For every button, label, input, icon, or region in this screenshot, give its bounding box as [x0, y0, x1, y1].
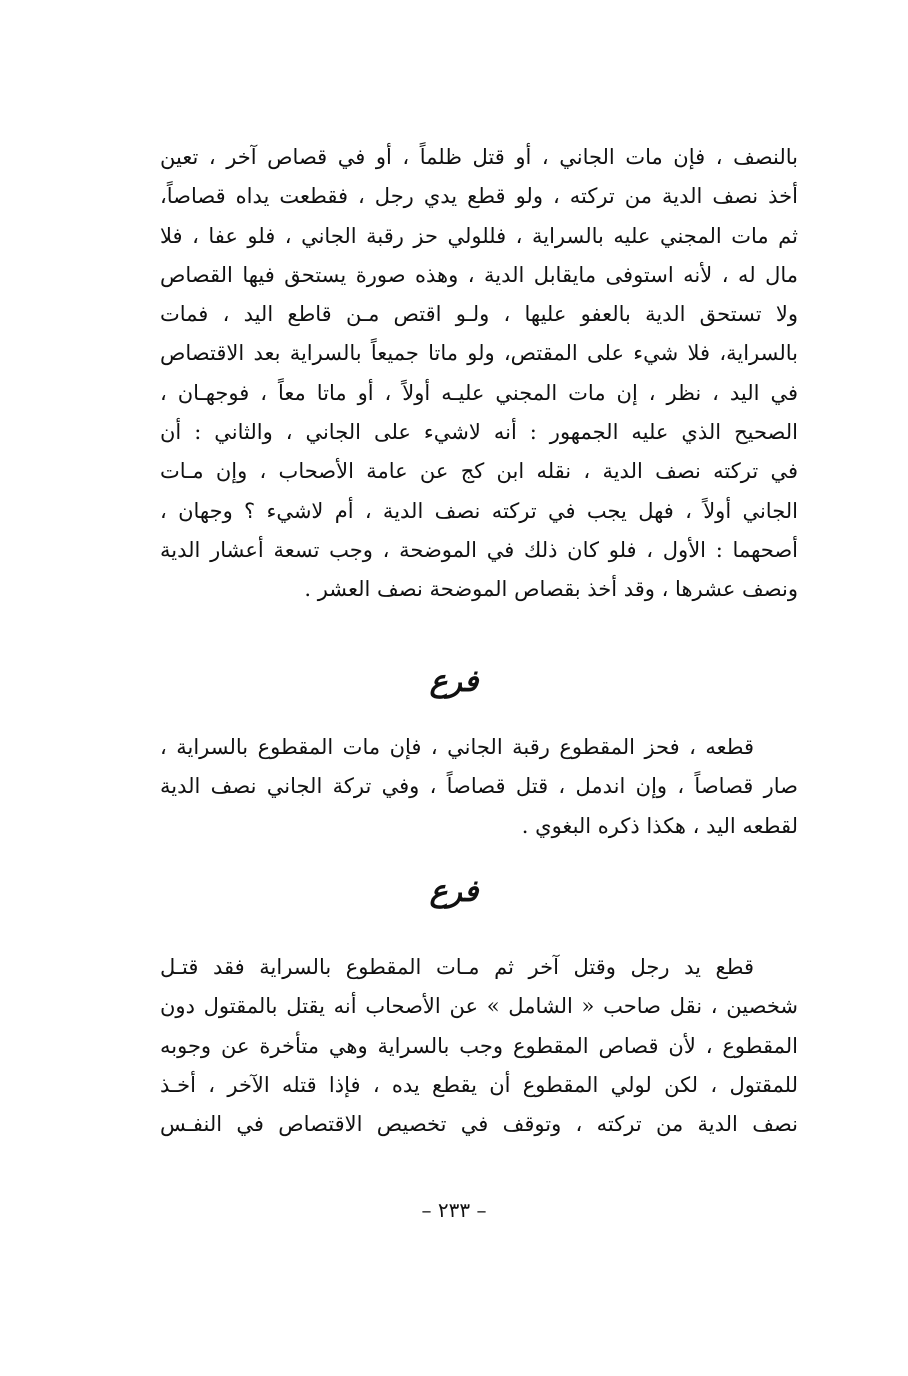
paragraph-2	[160, 728, 798, 846]
text-line: ثم مات المجني عليه بالسراية ، فللولي حز رقبة الجاني ، فلو عفا ، فلا	[160, 223, 798, 248]
text-line: قطعه ، فحز المقطوع رقبة الجاني ، فإن مات المقطوع بالسراية ،	[160, 735, 754, 759]
text-line: ولا تستحق الدية بالعفو عليها ، ولـو اقتص مـن قاطع اليد ، فمات	[160, 302, 798, 327]
text-line: نصف الدية من تركته ، وتوقف في تخصيص الاقتصاص في النفـس	[160, 1112, 798, 1137]
section-heading-far: فرع	[429, 664, 479, 699]
text-line: الصحيح الذي عليه الجمهور : أنه لاشيء على الجاني ، والثاني : أن	[160, 420, 798, 445]
paragraph-1	[160, 138, 798, 610]
text-line: قطع يد رجل وقتل آخر ثم مـات المقطوع بالسراية فقد قتـل	[160, 955, 754, 979]
page-number: – ٢٣٣ –	[421, 1198, 487, 1222]
text-line: صار قصاصاً ، وإن اندمل ، قتل قصاصاً ، وفي تركة الجاني نصف الدية	[160, 774, 798, 799]
paragraph-3	[160, 948, 798, 1144]
text-line: الجاني أولاً ، فهل يجب في تركته نصف الدية ، أم لاشيء ؟ وجهان ،	[160, 498, 798, 523]
text-line: شخصين ، نقل صاحب « الشامل » عن الأصحاب أنه يقتل بالمقتول دون	[160, 994, 798, 1019]
text-line: مال له ، لأنه استوفى مايقابل الدية ، وهذه صورة يستحق فيها القصاص	[160, 262, 798, 287]
text-line: بالسراية، فلا شيء على المقتص، ولو ماتا جميعاً بالسراية بعد الاقتصاص	[160, 341, 798, 366]
text-line: لقطعه اليد ، هكذا ذكره البغوي .	[521, 813, 798, 838]
section-heading-far: فرع	[429, 874, 479, 909]
text-line: بالنصف ، فإن مات الجاني ، أو قتل ظلماً ، أو في قصاص آخر ، تعين	[160, 145, 798, 169]
text-line: أصحهما : الأول ، فلو كان ذلك في الموضحة ، وجب تسعة أعشار الدية	[160, 537, 798, 562]
text-line: في تركته نصف الدية ، نقله ابن كج عن عامة الأصحاب ، وإن مـات	[160, 459, 798, 484]
text-line: ونصف عشرها ، وقد أخذ بقصاص الموضحة نصف العشر .	[304, 577, 798, 602]
text-line: في اليد ، نظر ، إن مات المجني عليـه أولاً ، أو ماتا معاً ، فوجهـان ،	[160, 380, 798, 405]
text-line: المقطوع ، لأن قصاص المقطوع وجب بالسراية وهي متأخرة عن وجوبه	[160, 1033, 798, 1058]
text-line: للمقتول ، لكن لولي المقطوع أن يقطع يده ، فإذا قتله الآخر ، أخـذ	[160, 1072, 798, 1097]
text-line: أخذ نصف الدية من تركته ، ولو قطع يدي رجل ، فقطعت يداه قصاصاً،	[160, 184, 798, 209]
